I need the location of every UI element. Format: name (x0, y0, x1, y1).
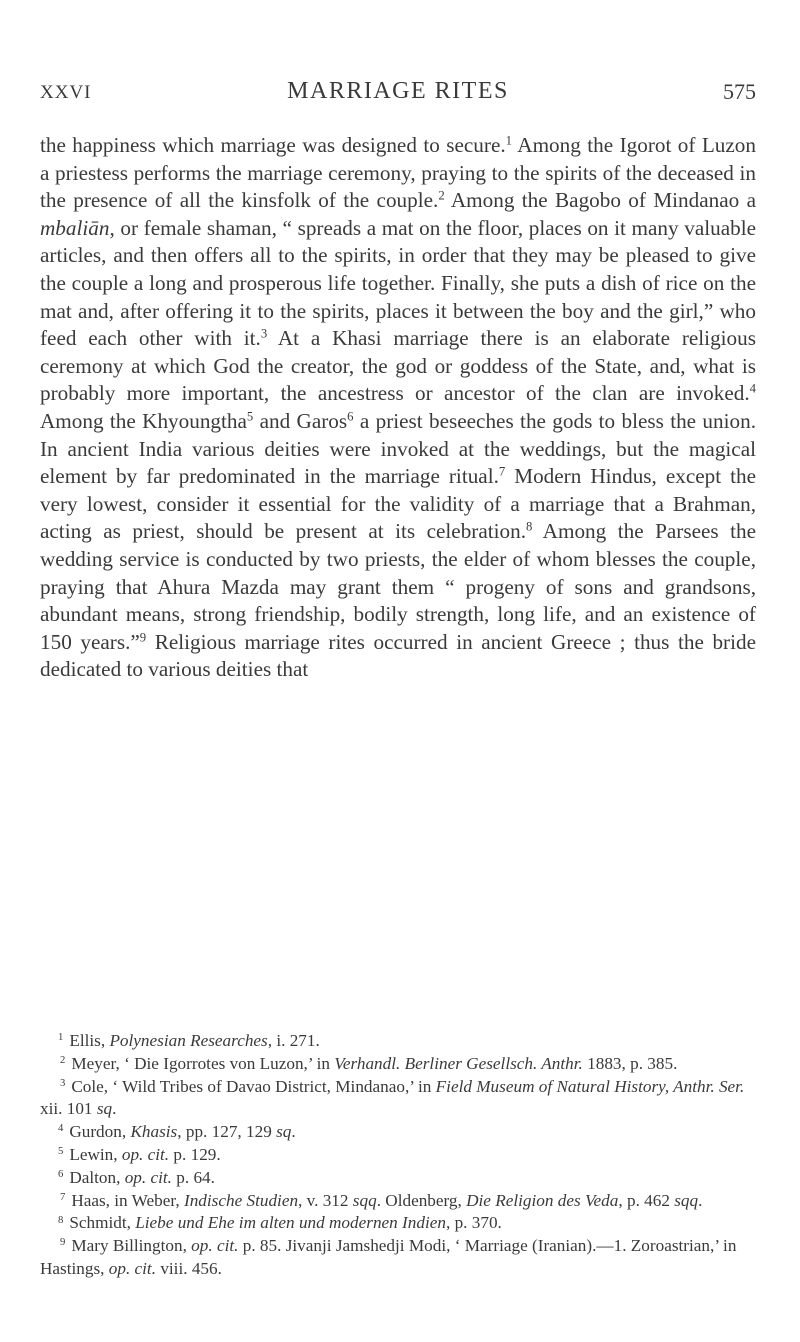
footnote: $^4$ Gurdon, Khasis, pp. 127, 129 sq. (58, 1122, 296, 1142)
footnote: $^9$ Mary Billington, op. cit. p. 85. Jivanji Jamshedji Modi, ‘ Marriage (Iranian).—1. Zoroastrian,’ in Hastings, op. cit. viii. 456. (40, 1236, 737, 1278)
footnote-ref-8: 8 (526, 519, 533, 534)
running-header (40, 78, 756, 108)
footnote: $^6$ Dalton, op. cit. p. 64. (58, 1167, 215, 1187)
footnote: $^5$ Lewin, op. cit. p. 129. (58, 1144, 221, 1164)
footnote: $^1$ Ellis, Polynesian Researches, i. 271. (58, 1031, 320, 1050)
paragraph-2: In ancient India various deities were invoked at the weddings, but the magical element by far predominated in the marriage ritual.$^7$ Modern Hindus, except the very lowest, consider it essential for the validity of a marriage that a Brahman, acting as priest, should be present at its celebration.$^8$ Among the Parsees the wedding service is conducted by two priests, the elder of whom blesses the couple, praying that Ahura Mazda may grant them “ progeny of sons and grandsons, abundant means, strong friendship, bodily strength, long life, and an existence of 150 years.”$^9$ Religious marriage rites occurred in ancient Greece ; thus the bride dedicated to various deities that (40, 436, 756, 682)
running-title: MARRIAGE RITES (287, 78, 509, 104)
footnote: $^8$ Schmidt, Liebe und Ehe im alten und modernen Indien, p. 370. (58, 1213, 502, 1233)
footnote: $^3$ Cole, ‘ Wild Tribes of Davao District, Mindanao,’ in Field Museum of Natural History, Anthr. Ser. xii. 101 sq. (40, 1076, 745, 1119)
footnote-ref-2: 2 (438, 188, 445, 203)
main-text (40, 132, 756, 684)
footnote-ref-4: 4 (749, 381, 756, 396)
footnote-ref-9: 9 (139, 630, 147, 645)
footnote: $^7$ Haas, in Weber, Indische Studien, v. 312 sqq. Oldenberg, Die Religion des Veda, p. 462 sqq. (60, 1190, 703, 1210)
footnote-ref-6: 6 (347, 409, 354, 424)
chapter-number: XXVI (40, 82, 92, 103)
footnote-ref-7: 7 (498, 464, 506, 479)
footnote-ref-1: 1 (505, 133, 513, 148)
footnote-ref-5: 5 (246, 409, 254, 424)
footnotes (40, 1030, 756, 1281)
footnote-ref-3: 3 (260, 326, 268, 341)
paragraph-1: the happiness which marriage was designed to secure.$^1$ Among the Igorot of Luzon a priestess performs the marriage ceremony, praying to the spirits of the deceased in the presence of all the kinsfolk of the couple.$^2$ Among the Bagobo of Mindanao a mbaliān, or female shaman, “ spreads a mat on the floor, places on it many valuable articles, and then offers all to the spirits, in order that they may be pleased to give the couple a long and prosperous life together. Finally, she puts a dish of rice on the mat and, after offering it to the spirits, places it between the boy and the girl,” who feed each other with it.$^3$ At a Khasi marriage there is an elaborate religious ceremony at which God the creator, the god or goddess of the State, and, what is probably more important, the ancestress or ancestor of the clan are invoked.$^4$ Among the Khyoungtha$^5$ and Garos$^6$ a priest beseeches the gods to bless the union. (40, 133, 756, 433)
footnote: $^2$ Meyer, ‘ Die Igorrotes von Luzon,’ in Verhandl. Berliner Gesellsch. Anthr. 1883, p. 385. (60, 1053, 678, 1073)
page-number: 575 (723, 79, 756, 104)
